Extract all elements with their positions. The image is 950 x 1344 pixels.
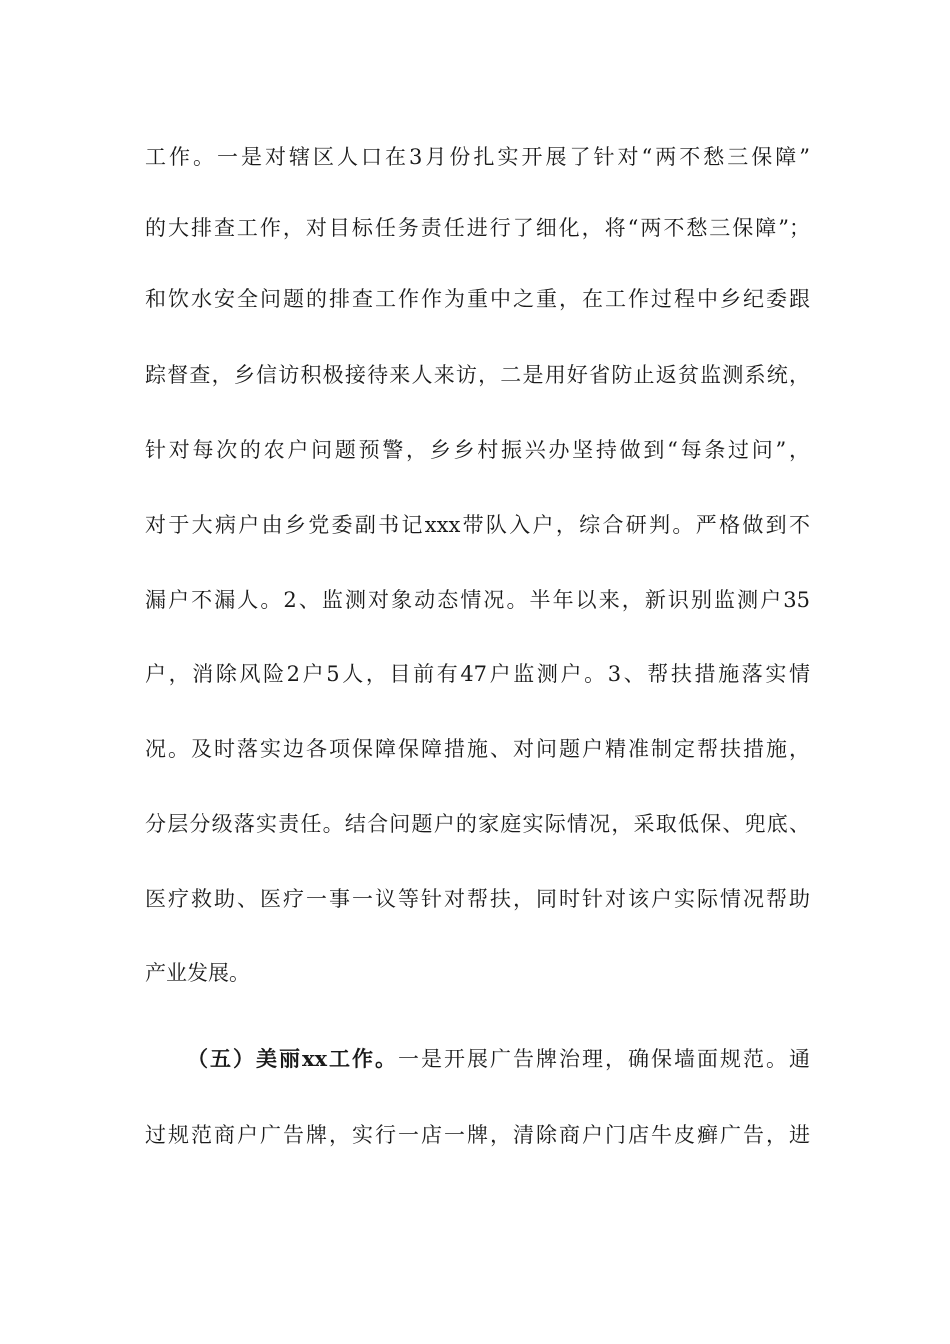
body-text-line: 和饮水安全问题的排查工作作为重中之重，在工作过程中乡纪委跟 [145, 287, 810, 311]
section-heading: （五）美丽xx工作。 [187, 1046, 399, 1071]
section-text: 一是开展广告牌治理，确保墙面规范。通 [398, 1047, 810, 1071]
body-text-line: 况。及时落实边各项保障保障措施、对问题户精准制定帮扶措施， [145, 737, 810, 761]
body-text-line: 对于大病户由乡党委副书记xxx带队入户，综合研判。严格做到不 [145, 513, 810, 537]
body-text-line: 踪督查，乡信访积极接待来人来访，二是用好省防止返贫监测系统， [145, 363, 810, 387]
body-text-line: 工作。一是对辖区人口在3月份扎实开展了针对“两不愁三保障” [145, 145, 810, 169]
body-text-line: 分层分级落实责任。结合问题户的家庭实际情况，采取低保、兜底、 [145, 812, 810, 836]
body-text-line: 漏户不漏人。2、监测对象动态情况。半年以来，新识别监测户35 [145, 588, 810, 612]
body-text-line: 过规范商户广告牌，实行一店一牌，清除商户门店牛皮癣广告，进 [145, 1123, 810, 1147]
body-text-line: 的大排查工作，对目标任务责任进行了细化，将“两不愁三保障”； [145, 216, 810, 240]
body-text-line: 医疗救助、医疗一事一议等针对帮扶，同时针对该户实际情况帮助 [145, 887, 810, 911]
body-text-line: 户，消除风险2户5人，目前有47户监测户。3、帮扶措施落实情 [145, 662, 810, 686]
body-text-line: 产业发展。 [145, 961, 250, 985]
section-five-first-line [187, 1041, 810, 1077]
body-text-line: 针对每次的农户问题预警，乡乡村振兴办坚持做到“每条过问”， [145, 438, 810, 462]
